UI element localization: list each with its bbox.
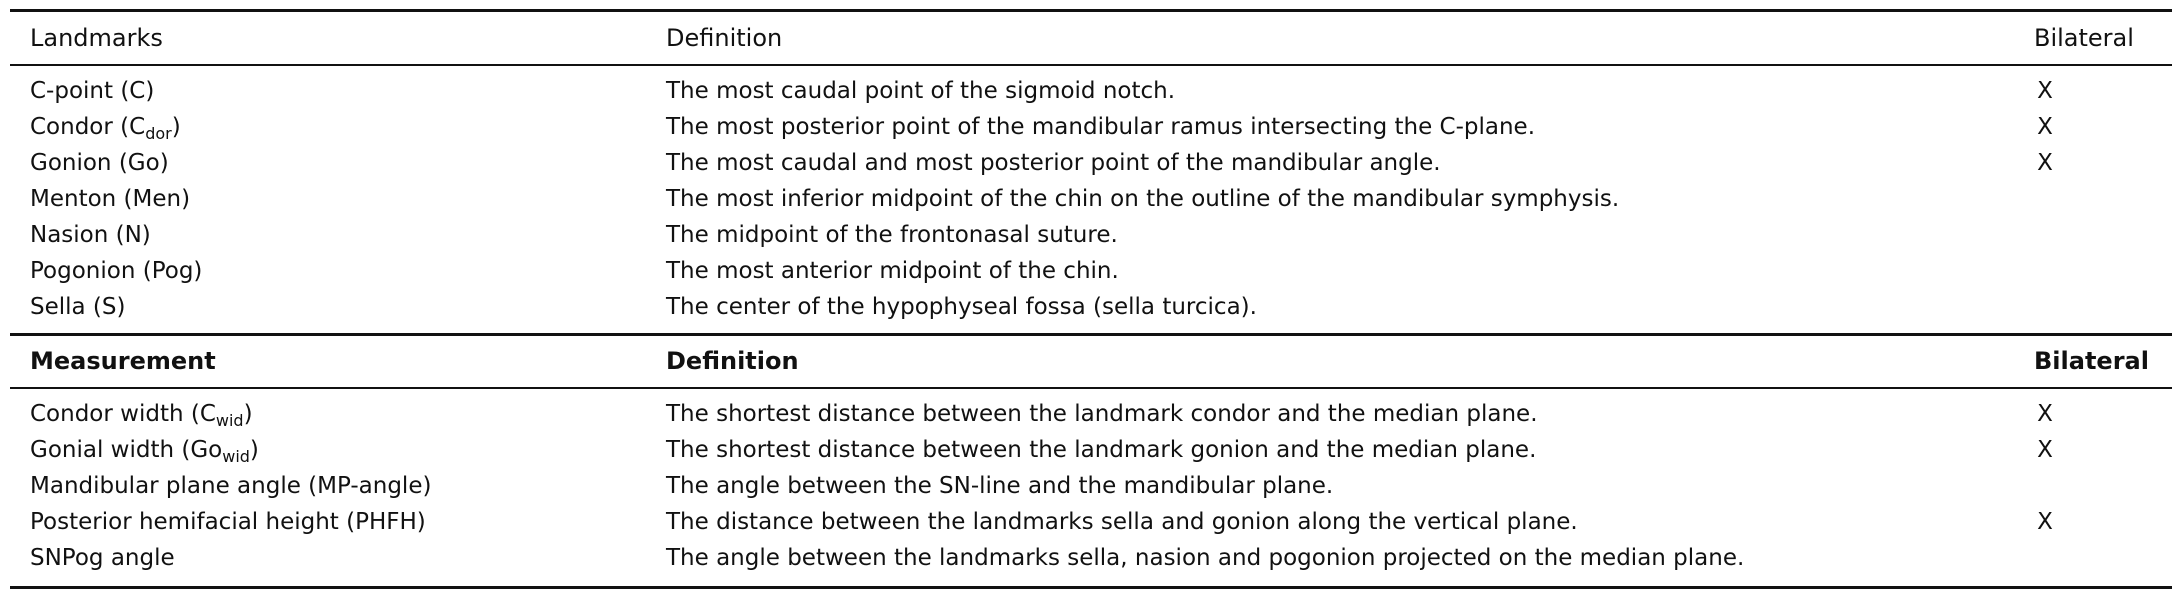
table-row — [0, 432, 2175, 468]
table-row — [0, 217, 2175, 253]
table-row — [0, 468, 2175, 504]
header-landmarks: Landmarks — [30, 24, 163, 52]
row-name-subscript: dor — [145, 124, 172, 143]
row-name-subscript: wid — [215, 411, 244, 430]
bilateral-mark: X — [2037, 509, 2053, 535]
row-definition: The center of the hypophyseal fossa (sella turcica). — [666, 294, 1257, 320]
table-row — [0, 145, 2175, 181]
row-definition: The most posterior point of the mandibular ramus intersecting the C-plane. — [666, 114, 1536, 140]
row-definition: The most caudal and most posterior point of the mandibular angle. — [666, 150, 1441, 176]
row-definition: The angle between the landmarks sella, nasion and pogonion projected on the median plane. — [666, 545, 1745, 571]
table-row — [0, 396, 2175, 432]
table-top-rule — [10, 9, 2172, 12]
header-definition: Definition — [666, 347, 799, 375]
row-definition: The most caudal point of the sigmoid notch. — [666, 78, 1176, 104]
table-bottom-rule — [10, 586, 2172, 589]
header-bilateral: Bilateral — [2034, 24, 2134, 52]
header-bilateral: Bilateral — [2034, 347, 2149, 375]
table-row — [0, 289, 2175, 325]
bilateral-mark: X — [2037, 150, 2053, 176]
table-row — [0, 540, 2175, 576]
table-row — [0, 504, 2175, 540]
table-row — [0, 73, 2175, 109]
row-name: SNPog angle — [30, 545, 175, 571]
section2-header-rule — [10, 387, 2172, 389]
row-name: Condor $(C_{dor})$ — [30, 114, 181, 143]
row-name: Gonion (Go) — [30, 150, 169, 176]
table-row — [0, 181, 2175, 217]
section-divider-rule — [10, 333, 2172, 336]
bilateral-mark: X — [2037, 437, 2053, 463]
section1-header-row — [0, 20, 2175, 56]
row-name: Menton (Men) — [30, 186, 191, 212]
section1-header-rule — [10, 64, 2172, 66]
row-definition: The shortest distance between the landmark condor and the median plane. — [666, 401, 1538, 427]
row-definition: The shortest distance between the landmark gonion and the median plane. — [666, 437, 1537, 463]
row-definition: The midpoint of the frontonasal suture. — [666, 222, 1118, 248]
row-name: Gonial width $(Go_{wid})$ — [30, 437, 259, 466]
row-name: C-point (C) — [30, 78, 155, 104]
header-measurement: Measurement — [30, 347, 216, 375]
bilateral-mark: X — [2037, 114, 2053, 140]
bilateral-mark: X — [2037, 78, 2053, 104]
bilateral-mark: X — [2037, 401, 2053, 427]
section2-header-row — [0, 343, 2175, 379]
row-definition: The angle between the SN-line and the mandibular plane. — [666, 473, 1334, 499]
row-name: Nasion (N) — [30, 222, 151, 248]
row-name: Posterior hemifacial height (PHFH) — [30, 509, 426, 535]
row-definition: The most inferior midpoint of the chin on the outline of the mandibular symphysis. — [666, 186, 1620, 212]
table-row — [0, 109, 2175, 145]
row-name: Condor width $(C_{wid})$ — [30, 401, 253, 430]
row-name: Mandibular plane angle (MP-angle) — [30, 473, 432, 499]
table-row — [0, 253, 2175, 289]
header-definition: Definition — [666, 24, 783, 52]
row-definition: The distance between the landmarks sella and gonion along the vertical plane. — [666, 509, 1578, 535]
row-definition: The most anterior midpoint of the chin. — [666, 258, 1119, 284]
row-name: Pogonion (Pog) — [30, 258, 203, 284]
row-name-subscript: wid — [222, 447, 250, 466]
row-name: Sella (S) — [30, 294, 126, 320]
